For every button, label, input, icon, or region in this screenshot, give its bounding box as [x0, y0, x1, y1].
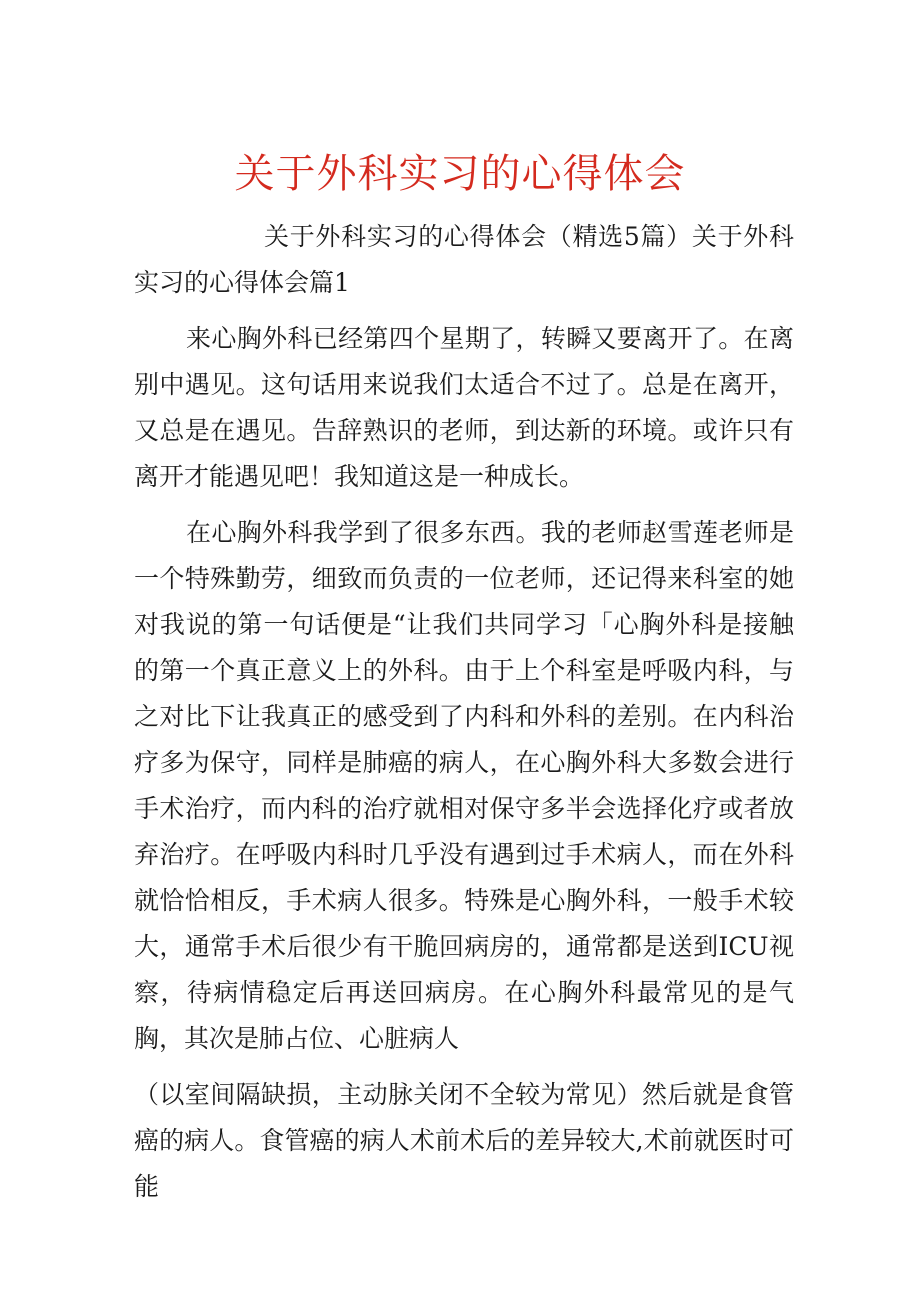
- paragraph-3: （以室间隔缺损，主动脉关闭不全较为常见）然后就是食管癌的病人。食管癌的病人术前术后的差异较大,术前就医时可能: [134, 1080, 794, 1201]
- paragraph-2: 在心胸外科我学到了很多东西。我的老师赵雪莲老师是一个特殊勤劳，细致而负责的一位老师，还记得来科室的她对我说的第一句话便是“让我们共同学习「心胸外科是接触的第一个真正意义上的外科。由于上个科室是呼吸内科，与之对比下让我真正的感受到了内科和外科的差别。在内科治疗多为保守，同样是肺癌的病人，在心胸外科大多数会进行手术治疗，而内科的治疗就相对保守多半会选择化疗或者放弃治疗。在呼吸内科时几乎没有遇到过手术病人，而在外科就恰恰相反，手术病人很多。特殊是心胸外科，一般手术较大，通常手术后很少有干脆回病房的，通常都是送到ICU视察，待病情稳定后再送回病房。在心胸外科最常见的是气胸，其次是肺占位、心脏病人: [134, 518, 794, 1053]
- paragraph-1: 来心胸外科已经第四个星期了，转瞬又要离开了。在离别中遇见。这句话用来说我们太适合不过了。总是在离开，又总是在遇见。告辞熟识的老师，到达新的环境。或许只有离开才能遇见吧！我知道这是一种成长。: [134, 324, 794, 491]
- intro-paragraph: 关于外科实习的心得体会（精选5篇）关于外科实习的心得体会篇1: [134, 222, 794, 297]
- document-body: [134, 214, 794, 1210]
- document-title: 关于外科实习的心得体会: [234, 151, 686, 197]
